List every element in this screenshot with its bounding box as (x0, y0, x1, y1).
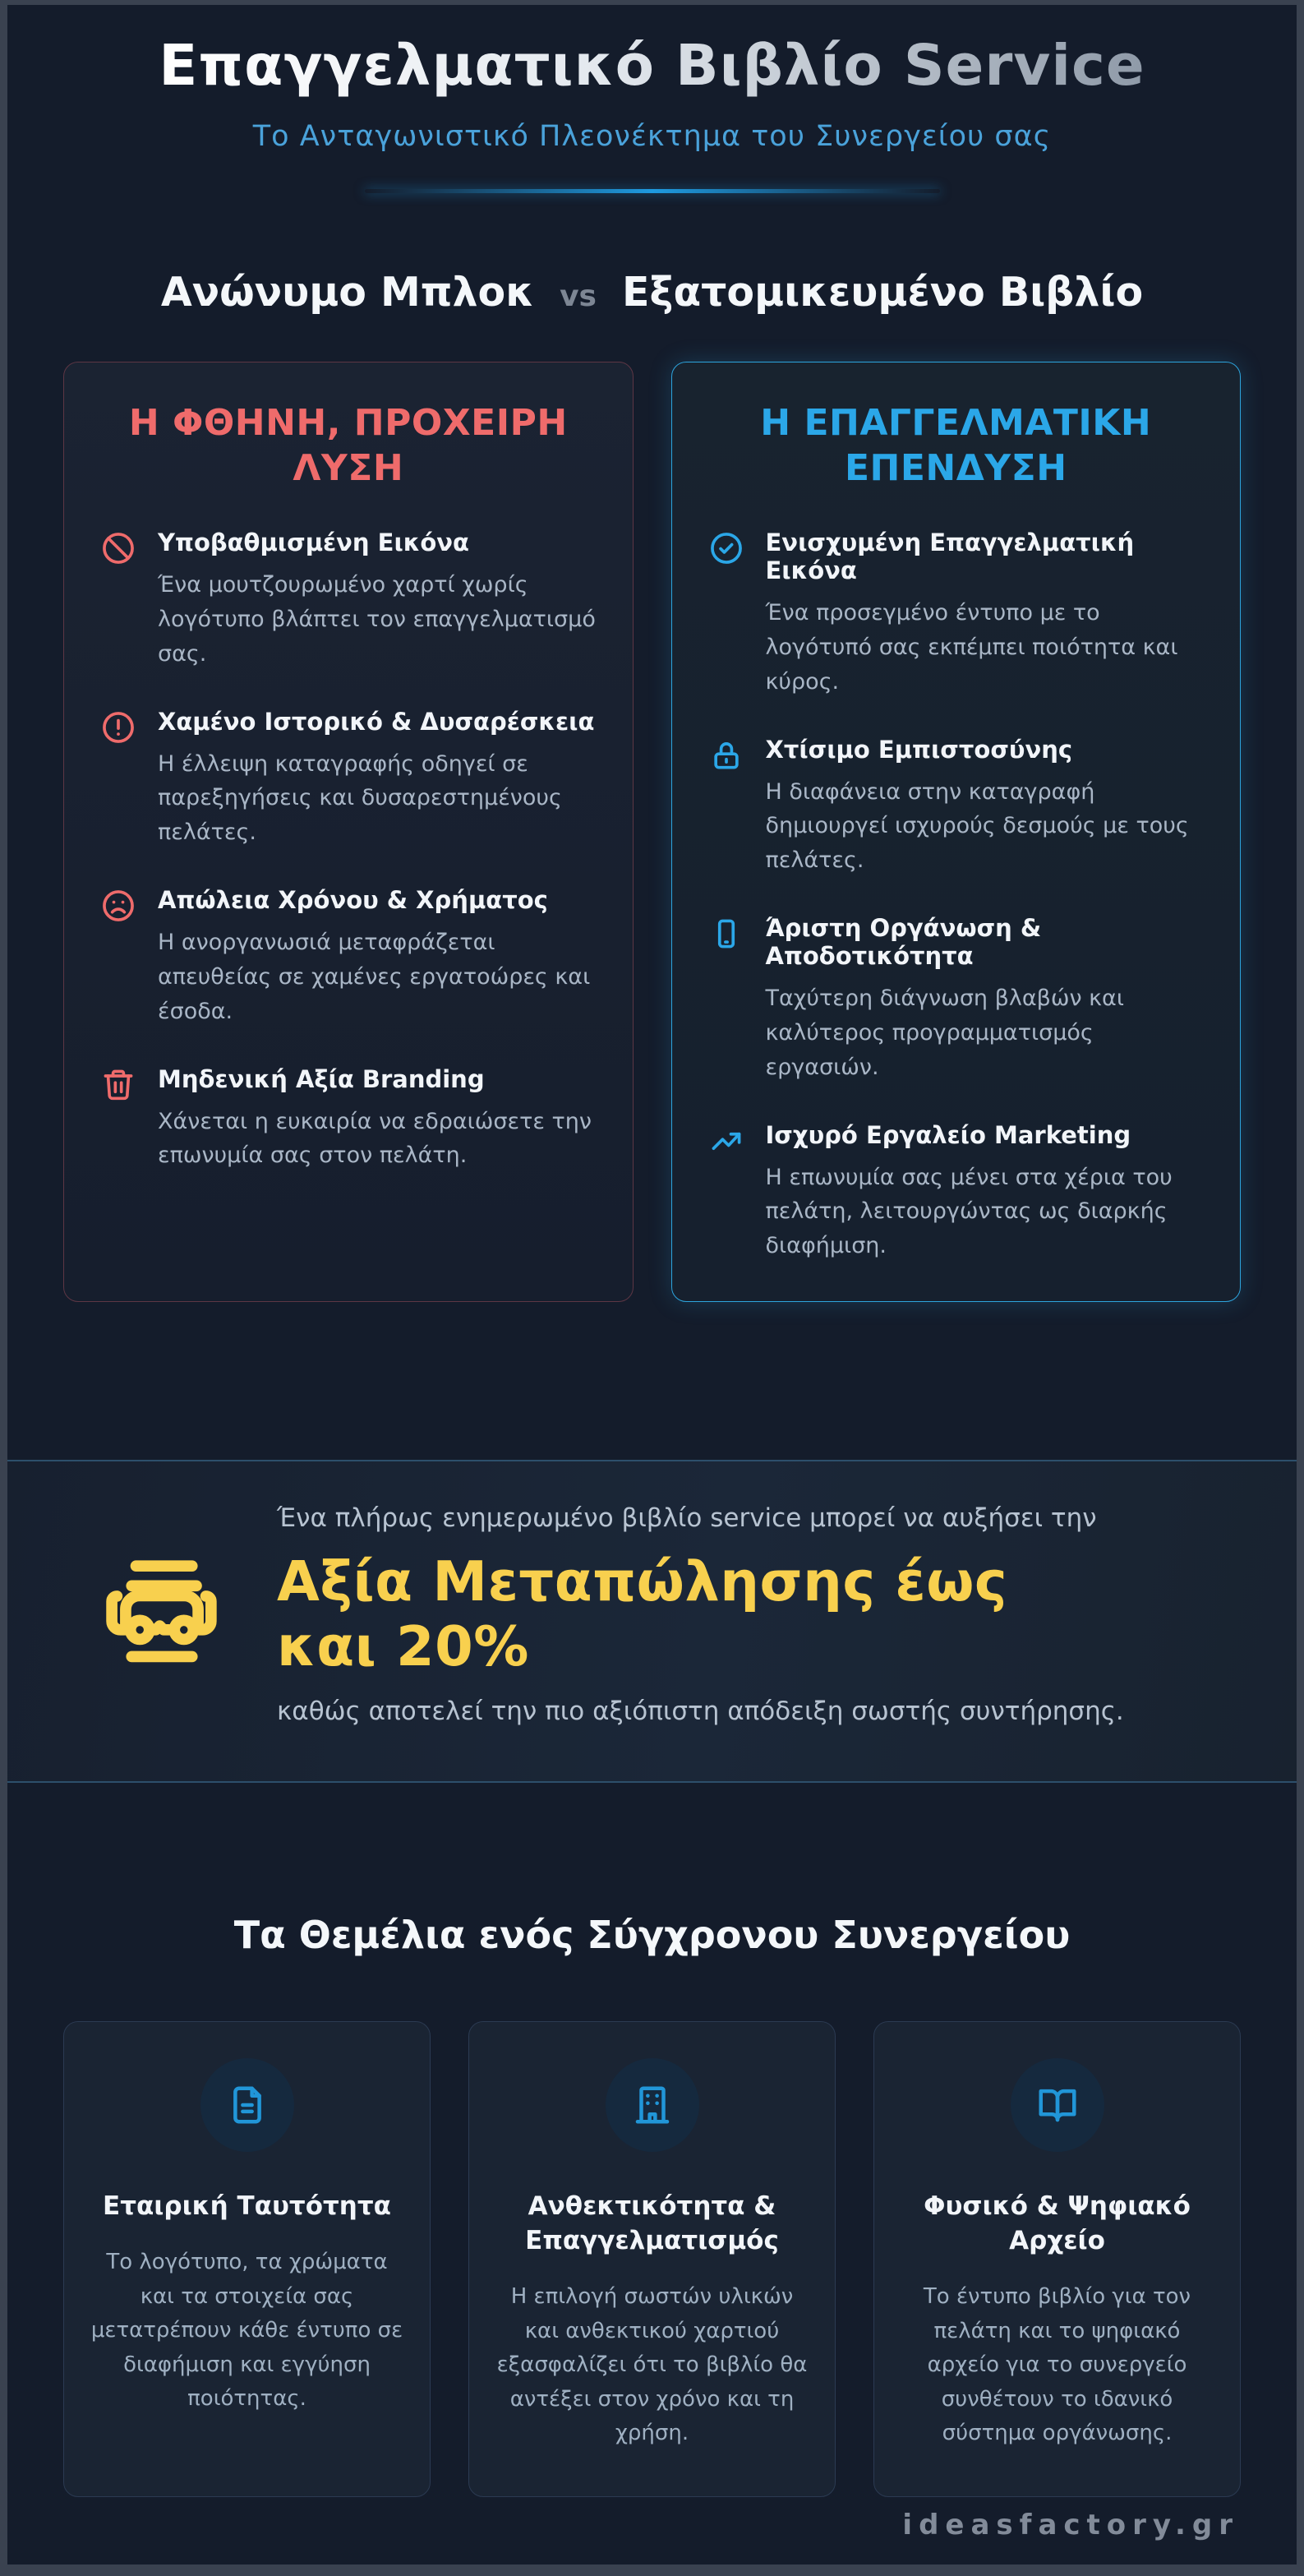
vs-label: vs (560, 279, 597, 313)
smartphone-icon (708, 916, 744, 952)
list-item (100, 708, 597, 851)
ban-icon (100, 530, 136, 566)
item-description: Η ανοργανωσιά μεταφράζεται απευθείας σε χαμένες εργατοώρες και έσοδα. (158, 930, 591, 1024)
list-item (708, 1121, 1205, 1264)
frown-icon (100, 888, 136, 924)
bad-card-heading: Η ΦΘΗΝΗ, ΠΡΟΧΕΙΡΗ ΛΥΣΗ (128, 402, 568, 489)
list-item (708, 736, 1205, 879)
card-description: Η επιλογή σωστών υλικών και ανθεκτικού χαρτιού εξασφαλίζει ότι το βιβλίο θα αντέξει στον χρόνο και τη χρήση. (496, 2283, 808, 2446)
item-description: Η διαφάνεια στην καταγραφή δημιουργεί ισχυρούς δεσμούς με τους πελάτες. (765, 778, 1189, 874)
foundations-title: Τα Θεμέλια ενός Σύγχρονου Συνεργείου (233, 1913, 1071, 1958)
list-item-text (766, 1121, 1205, 1264)
item-description: Ένα μουτζουρωμένο χαρτί χωρίς λογότυπο βλάπτει τον επαγγελματισμό σας. (158, 572, 596, 667)
glow-divider (365, 189, 940, 193)
item-title: Μηδενική Αξία Branding (158, 1064, 485, 1093)
foundation-card-archive (873, 2021, 1241, 2497)
list-item (100, 1065, 597, 1174)
icon-circle (1011, 2058, 1104, 2152)
foundation-cards (7, 2021, 1297, 2497)
card-description: Το έντυπο βιβλίο για τον πελάτη και το ψηφιακό αρχείο για το συνεργείο συνθέτουν το ιδανικό σύστημα οργάνωσης. (923, 2283, 1191, 2446)
good-card-heading: Η ΕΠΑΓΓΕΛΜΑΤΙΚΗ ΕΠΕΝΔΥΣΗ (760, 402, 1152, 489)
trending-up-icon (708, 1123, 744, 1159)
bad-solution-card (63, 362, 634, 1302)
page-title: Επαγγελματικό Βιβλίο Service (159, 33, 1145, 99)
alert-circle-icon (100, 709, 136, 746)
item-title: Απώλεια Χρόνου & Χρήματος (158, 886, 548, 915)
footer (7, 2497, 1297, 2541)
icon-circle (200, 2058, 294, 2152)
item-description: Ταχύτερη διάγνωση βλαβών και καλύτερος προγραμματισμός εργασιών. (765, 986, 1124, 1080)
item-title: Χαμένο Ιστορικό & Δυσαρέσκεια (158, 707, 595, 736)
open-book-icon (1035, 2083, 1080, 2127)
list-item-text (766, 736, 1205, 879)
highlight-headline (277, 1549, 1223, 1679)
highlight-intro: Ένα πλήρως ενημερωμένο βιβλίο service μπορεί να αυξήσει την (277, 1503, 1097, 1534)
list-item (708, 914, 1205, 1085)
item-description: Η επωνυμία σας μένει στα χέρια του πελάτη, λειτουργώντας ως διαρκής διαφήμιση. (765, 1164, 1173, 1259)
good-solution-card (671, 362, 1242, 1302)
resale-highlight-band (7, 1460, 1297, 1783)
list-item (100, 529, 597, 672)
icon-circle (606, 2058, 699, 2152)
card-description: Το λογότυπο, τα χρώματα και τα στοιχεία σας μετατρέπουν κάθε έντυπο σε διαφήμιση και εγγύηση ποιότητας. (90, 2250, 403, 2412)
list-item (708, 529, 1205, 699)
car-speed-icon (93, 1537, 231, 1693)
building-icon (630, 2083, 675, 2127)
page-subtitle: Το Ανταγωνιστικό Πλεονέκτημα του Συνεργείου σας (252, 120, 1052, 153)
highlight-outro: καθώς αποτελεί την πιο αξιόπιστη απόδειξη σωστής συντήρησης. (277, 1696, 1124, 1726)
highlight-text (277, 1499, 1223, 1730)
trash-icon (100, 1067, 136, 1103)
comparison-right-label: Εξατομικευμένο Βιβλίο (622, 269, 1144, 316)
list-item-text (158, 708, 597, 851)
list-item-text (766, 529, 1205, 699)
brand-watermark: ideasfactory.gr (902, 2508, 1239, 2541)
list-item-text (158, 529, 597, 672)
item-title: Υποβαθμισμένη Εικόνα (158, 529, 469, 556)
list-item-text (766, 914, 1205, 1085)
card-title: Φυσικό & Ψηφιακό Αρχείο (924, 2191, 1191, 2256)
file-text-icon (225, 2083, 270, 2127)
list-item-text (158, 886, 597, 1029)
item-title: Ενισχυμένη Επαγγελματική Εικόνα (765, 529, 1135, 584)
item-description: Ένα προσεγμένο έντυπο με το λογότυπό σας εκπέμπει ποιότητα και κύρος. (765, 600, 1178, 695)
item-title: Ισχυρό Εργαλείο Marketing (765, 1120, 1131, 1149)
comparison-title (7, 269, 1297, 316)
header (7, 5, 1297, 193)
comparison-left-label: Ανώνυμο Μπλοκ (160, 269, 535, 316)
list-item-text (158, 1065, 597, 1174)
comparison-cards (7, 362, 1297, 1302)
highlight-headline-line2: και 20% (277, 1613, 529, 1678)
infographic-page (7, 5, 1297, 2564)
item-title: Χτίσιμο Εμπιστοσύνης (765, 735, 1073, 764)
lock-icon (708, 737, 744, 773)
check-circle-icon (708, 530, 744, 566)
item-description: Η έλλειψη καταγραφής οδηγεί σε παρεξηγήσεις και δυσαρεστημένους πελάτες. (158, 750, 562, 846)
list-item (100, 886, 597, 1029)
item-description: Χάνεται η ευκαιρία να εδραιώσετε την επωνυμία σας στον πελάτη. (158, 1108, 592, 1169)
highlight-headline-line1: Αξία Μεταπώλησης έως (277, 1549, 1008, 1613)
item-title: Άριστη Οργάνωση & Αποδοτικότητα (765, 914, 1042, 971)
card-title: Ανθεκτικότητα & Επαγγελματισμός (525, 2191, 779, 2256)
foundation-card-identity (63, 2021, 431, 2497)
foundation-card-durability (468, 2021, 836, 2497)
card-title: Εταιρική Ταυτότητα (103, 2191, 391, 2222)
